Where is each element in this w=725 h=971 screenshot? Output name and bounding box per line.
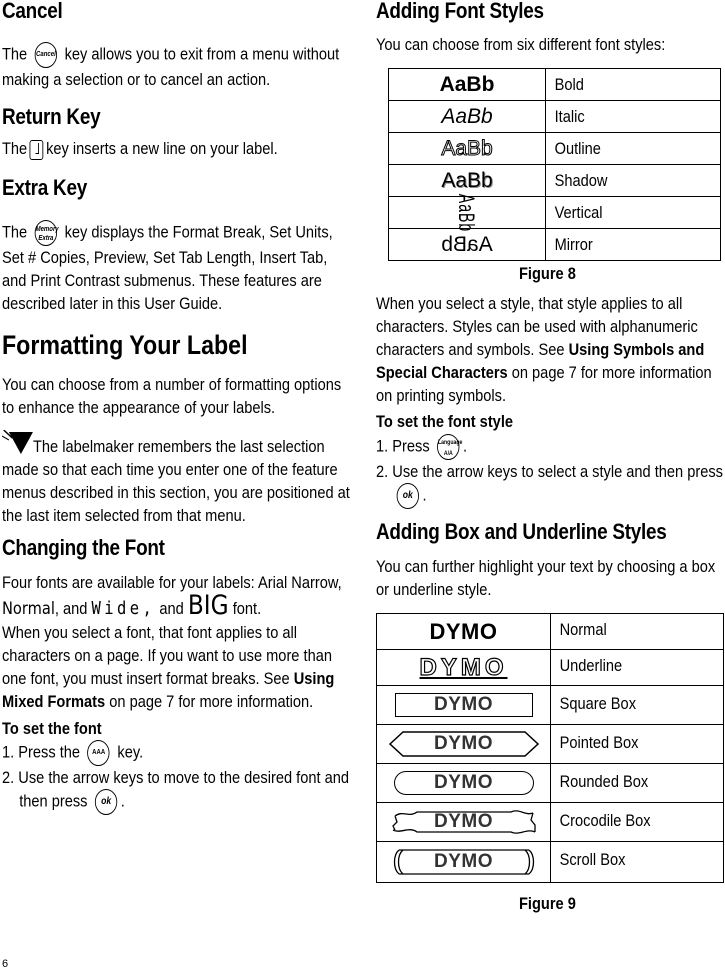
extra-key-paragraph: The Memory Extra key displays the Format Break, Set Units, Set # Copies, Preview, Set Tab Length, Insert Tab, and Print Contrast submenus. These features are described later in this User Guide. <box>2 220 352 315</box>
outline-sample: AaBb <box>441 136 493 160</box>
square-box-sample: DYMO <box>395 693 533 717</box>
style-row-mirror: AaBb Mirror <box>389 229 721 261</box>
extra-key-heading: Extra Key <box>2 175 87 200</box>
rounded-box-sample: DYMO <box>394 771 534 795</box>
crocodile-box-sample: DYMO <box>391 808 537 836</box>
font-styles-heading: Adding Font Styles <box>376 0 544 23</box>
style-row-bold: AaBb Bold <box>389 69 721 101</box>
font-key-icon: AAA <box>88 740 110 766</box>
box-row-square: DYMO Square Box <box>377 686 724 725</box>
vertical-sample: AaBb <box>454 193 480 232</box>
mirror-sample: AaBb <box>441 232 493 256</box>
set-style-steps-title: To set the font style <box>376 412 514 431</box>
scroll-box-sample: DYMO <box>391 847 537 877</box>
page-number: 6 <box>2 958 9 970</box>
tip-pencil-icon <box>2 430 33 456</box>
cancel-paragraph: The Cancel key allows you to exit from a menu without making a selection or to cancel an action. <box>2 42 352 91</box>
box-styles-intro: You can further highlight your text by choosing a box or underline style. <box>376 557 716 599</box>
set-style-step-1: 1. Press Language A/A . <box>376 434 723 460</box>
style-row-outline: AaBb Outline <box>389 133 721 165</box>
box-row-crocodile: DYMO Crocodile Box <box>377 803 724 842</box>
style-row-italic: AaBb Italic <box>389 101 721 133</box>
figure-8-caption: Figure 8 <box>519 264 576 283</box>
cancel-key-icon: Cancel <box>35 42 57 68</box>
return-key-paragraph: The key inserts a new line on your label. <box>2 139 278 158</box>
memory-extra-key-icon: Memory Extra <box>35 220 57 246</box>
bold-sample: AaBb <box>439 72 495 96</box>
changing-font-heading: Changing the Font <box>2 535 165 560</box>
font-styles-table <box>388 68 721 261</box>
figure-9-caption: Figure 9 <box>519 894 576 913</box>
formatting-intro: You can choose from a number of formatting options to enhance the appearance of your labels. <box>2 375 342 417</box>
style-row-shadow: AaBb Shadow <box>389 165 721 197</box>
big-font-sample: BIG <box>187 590 229 621</box>
ok-key-icon: ok <box>95 789 117 815</box>
box-row-normal: DYMO Normal <box>377 614 724 650</box>
italic-sample: AaBb <box>441 104 493 128</box>
box-row-underline: DYMO Underline <box>377 650 724 686</box>
normal-font-sample: Normal <box>2 599 55 619</box>
set-font-steps-title: To set the font <box>2 719 102 738</box>
fonts-paragraph: Four fonts are available for your labels: Arial Narrow, Normal, and Wide, and BIG font. <box>2 573 342 621</box>
box-row-pointed: DYMO Pointed Box <box>377 725 724 764</box>
ok-key-icon: ok <box>397 483 419 509</box>
pointed-box-sample: DYMO <box>389 731 539 757</box>
style-row-vertical: AaBb Vertical <box>389 197 721 229</box>
formatting-heading: Formatting Your Label <box>2 330 248 360</box>
wide-font-sample: Wide, <box>91 598 156 619</box>
normal-sample: DYMO <box>429 618 498 644</box>
box-styles-heading: Adding Box and Underline Styles <box>376 519 667 544</box>
set-font-step-2: 2. Use the arrow keys to move to the desired font and then press ok . <box>2 766 352 815</box>
return-key-icon <box>30 140 44 160</box>
font-styles-intro: You can choose from six different font styles: <box>376 35 666 54</box>
tip-paragraph: The labelmaker remembers the last selection made so that each time you enter one of the feature menus described in this section, you are positioned at the last item selected from that menu. <box>2 430 352 527</box>
set-font-step-1: 1. Press the AAA key. <box>2 740 352 766</box>
language-key-icon: Language A/A <box>437 434 459 460</box>
box-styles-table <box>376 613 724 883</box>
font-explanation: When you select a font, that font applies to all characters on a page. If you want to use more than one font, you must insert format breaks. See Using Mixed Formats on page 7 for more information. <box>2 623 335 711</box>
set-style-step-2: 2. Use the arrow keys to select a style and then press ok . <box>376 460 723 509</box>
shadow-sample: AaBb <box>441 168 493 192</box>
box-row-scroll: DYMO Scroll Box <box>377 842 724 883</box>
cancel-heading: Cancel <box>2 0 63 23</box>
font-style-paragraph: When you select a style, that style applies to all characters. Styles can be used with alphanumeric characters and symbols. See Using Symbols and Special Characters on page 7 for more information on printing symbols. <box>376 294 712 405</box>
return-key-heading: Return Key <box>2 104 101 129</box>
underline-sample: DYMO <box>419 653 508 681</box>
box-row-rounded: DYMO Rounded Box <box>377 764 724 803</box>
